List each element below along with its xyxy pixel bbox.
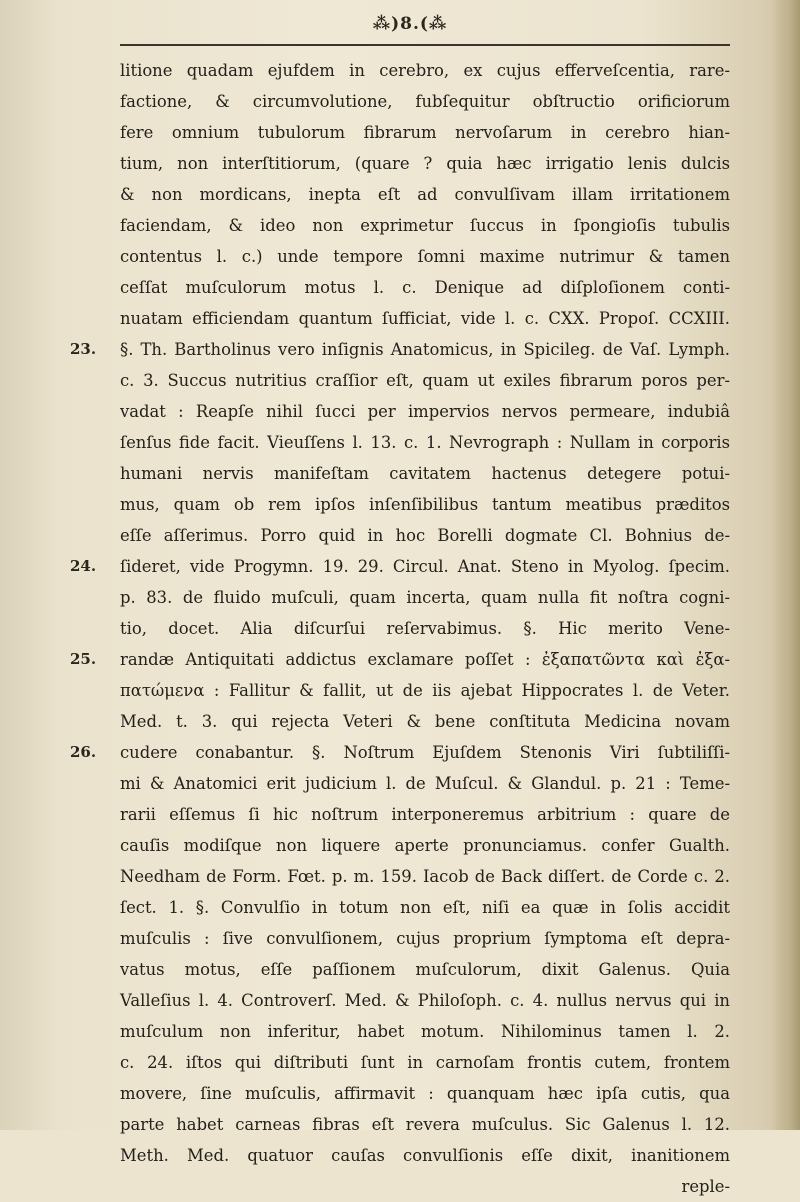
text-line: mus, quam ob rem ipſos inſenſibilibus tantum meatibus præditos: [120, 495, 730, 514]
text-line: litione quadam ejufdem in cerebro, ex cujus efferveſcentia, rare-: [120, 61, 730, 80]
text-line: muſculum non inferitur, habet motum. Nihilominus tamen l. 2.: [120, 1022, 730, 1041]
text-line: vatus motus, eſſe paſſionem muſculorum, dixit Galenus. Quia: [120, 960, 730, 979]
text-line: faciendam, & ideo non exprimetur ſuccus in ſpongioſis tubulis: [120, 216, 730, 235]
text-line: movere, ſine muſculis, affirmavit : quanquam hæc ipſa cutis, qua: [120, 1084, 730, 1103]
text-line: tio, docet. Alia diſcurſui reſervabimus. §. Hic merito Vene-: [120, 619, 730, 638]
text-line: Med. t. 3. qui rejecta Veteri & bene conſtituta Medicina novam: [120, 712, 730, 731]
text-line: humani nervis manifeſtam cavitatem hactenus detegere potui-: [120, 464, 730, 483]
page-right-edge: [772, 0, 800, 1130]
text-line: πατώμενα : Fallitur & fallit, ut de iis ajebat Hippocrates l. de Veter.: [120, 681, 730, 700]
text-line: ſenſus fide facit. Vieuſſens l. 13. c. 1. Nevrograph : Nullam in corporis: [120, 433, 730, 452]
text-line: c. 3. Succus nutritius craſſior eſt, quam ut exiles fibrarum poros per-: [120, 371, 730, 390]
text-line: tium, non interſtitiorum, (quare ? quia hæc irrigatio lenis dulcis: [120, 154, 730, 173]
text-line: eſſe aſſerimus. Porro quid in hoc Borelli dogmate Cl. Bohnius de-: [120, 526, 730, 545]
text-line: p. 83. de fluido muſculi, quam incerta, quam nulla fit noſtra cogni-: [120, 588, 730, 607]
text-line: contentus l. c.) unde tempore ſomni maxime nutrimur & tamen: [120, 247, 730, 266]
text-line: Meth. Med. quatuor cauſas convulſionis eſſe dixit, inanitionem: [120, 1146, 730, 1165]
text-line: mi & Anatomici erit judicium l. de Muſcul. & Glandul. p. 21 : Teme-: [120, 774, 730, 793]
margin-number: 25.: [70, 650, 97, 668]
margin-number: 23.: [70, 340, 97, 358]
body-text: [120, 55, 730, 1202]
text-line: c. 24. iſtos qui diſtributi ſunt in carnoſam frontis cutem, frontem: [120, 1053, 730, 1072]
margin-number: 26.: [70, 743, 97, 761]
text-line: Valleſius l. 4. Controverſ. Med. & Philoſoph. c. 4. nullus nervus qui in: [120, 991, 730, 1010]
text-line: ſect. 1. §. Convulſio in totum non eſt, niſi ea quæ in ſolis accidit: [120, 898, 730, 917]
page-left-shading: [0, 0, 60, 1130]
page-signature: ⁂)8.(⁂: [372, 14, 448, 34]
text-line: parte habet carneas fibras eſt revera muſculus. Sic Galenus l. 12.: [120, 1115, 730, 1134]
text-line: cudere conabantur. §. Noſtrum Ejuſdem Stenonis Viri ſubtiliſſi-: [120, 743, 730, 762]
text-line: factione, & circumvolutione, fubſequitur obſtructio orificiorum: [120, 92, 730, 111]
text-line: §. Th. Bartholinus vero inſignis Anatomicus, in Spicileg. de Vaſ. Lymph.: [120, 340, 730, 359]
page-header: [120, 14, 730, 42]
margin-number: 24.: [70, 557, 97, 575]
text-line: fere omnium tubulorum fibrarum nervoſarum in cerebro hian-: [120, 123, 730, 142]
text-line: rarii eſſemus ſi hic noſtrum interponeremus arbitrium : quare de: [120, 805, 730, 824]
text-line: cauſis modiſque non liquere aperte pronunciamus. confer Gualth.: [120, 836, 730, 855]
text-line: randæ Antiquitati addictus exclamare poſſet : ἐξαπατῶντα καὶ ἐξα-: [120, 650, 730, 669]
text-line: nuatam efficiendam quantum ſufficiat, vide l. c. CXX. Propoſ. CCXIII.: [120, 309, 730, 328]
text-line: ſideret, vide Progymn. 19. 29. Circul. Anat. Steno in Myolog. ſpecim.: [120, 557, 730, 576]
text-line: ceſſat muſculorum motus l. c. Denique ad diſploſionem conti-: [120, 278, 730, 297]
text-line: & non mordicans, inepta eſt ad convulſivam illam irritationem: [120, 185, 730, 204]
catchword: reple-: [681, 1177, 730, 1196]
text-line: vadat : Reapſe nihil ſucci per impervios nervos permeare, indubiâ: [120, 402, 730, 421]
text-line: muſculis : ſive convulſionem, cujus proprium ſymptoma eſt depra-: [120, 929, 730, 948]
text-line: Needham de Form. Fœt. p. m. 159. Iacob de Back diſſert. de Corde c. 2.: [120, 867, 730, 886]
header-rule: [120, 44, 730, 46]
